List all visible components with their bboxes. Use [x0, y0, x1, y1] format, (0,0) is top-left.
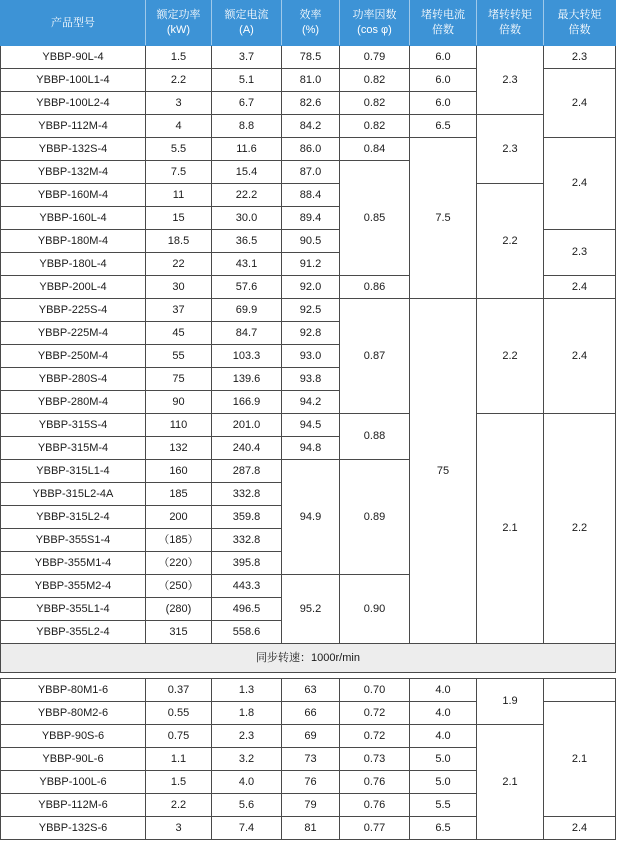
cell-power-factor: 0.88 — [340, 414, 410, 460]
header-model: 产品型号 — [1, 1, 146, 46]
cell-current: 166.9 — [212, 391, 282, 414]
header-current-text: 额定电流 (A) — [224, 9, 269, 36]
cell-power: （250） — [146, 575, 212, 598]
cell-efficiency: 82.6 — [282, 92, 340, 115]
cell-max-torque: 2.4 — [544, 138, 616, 230]
cell-lrc: 6.0 — [410, 46, 477, 69]
cell-power: 75 — [146, 368, 212, 391]
cell-lrt: 2.2 — [477, 299, 544, 414]
cell-current: 443.3 — [212, 575, 282, 598]
cell-model: YBBP-80M2-6 — [1, 702, 146, 725]
cell-model: YBBP-112M-4 — [1, 115, 146, 138]
cell-efficiency: 91.2 — [282, 253, 340, 276]
cell-model: YBBP-100L1-4 — [1, 69, 146, 92]
cell-current: 558.6 — [212, 621, 282, 644]
cell-power: 2.2 — [146, 794, 212, 817]
cell-power: 0.55 — [146, 702, 212, 725]
cell-lrc: 5.5 — [410, 794, 477, 817]
cell-current: 5.6 — [212, 794, 282, 817]
cell-power: 200 — [146, 506, 212, 529]
cell-efficiency: 78.5 — [282, 46, 340, 69]
cell-lrc: 6.5 — [410, 115, 477, 138]
cell-current: 30.0 — [212, 207, 282, 230]
cell-model: YBBP-355M2-4 — [1, 575, 146, 598]
header-lrc-text: 堵转电流 倍数 — [421, 9, 465, 36]
cell-current: 57.6 — [212, 276, 282, 299]
cell-max-torque: 2.4 — [544, 299, 616, 414]
cell-lrc: 7.5 — [410, 138, 477, 299]
cell-power-factor: 0.76 — [340, 771, 410, 794]
header-locked-rotor-current — [410, 1, 477, 46]
cell-efficiency: 92.8 — [282, 322, 340, 345]
cell-efficiency: 84.2 — [282, 115, 340, 138]
cell-power-factor: 0.79 — [340, 46, 410, 69]
cell-current: 139.6 — [212, 368, 282, 391]
cell-max-torque: 2.3 — [544, 230, 616, 276]
cell-current: 395.8 — [212, 552, 282, 575]
cell-model: YBBP-160M-4 — [1, 184, 146, 207]
cell-power: 11 — [146, 184, 212, 207]
cell-power: 2.2 — [146, 69, 212, 92]
cell-model: YBBP-315S-4 — [1, 414, 146, 437]
cell-max-torque: 2.4 — [544, 276, 616, 299]
cell-model: YBBP-315L1-4 — [1, 460, 146, 483]
cell-model: YBBP-100L-6 — [1, 771, 146, 794]
cell-model: YBBP-280S-4 — [1, 368, 146, 391]
cell-power: （185） — [146, 529, 212, 552]
cell-current: 2.3 — [212, 725, 282, 748]
cell-current: 332.8 — [212, 529, 282, 552]
cell-efficiency: 95.2 — [282, 575, 340, 644]
cell-lrc: 4.0 — [410, 679, 477, 702]
cell-current: 201.0 — [212, 414, 282, 437]
header-locked-rotor-torque — [477, 1, 544, 46]
header-efficiency-text: 效率 (%) — [299, 9, 322, 36]
cell-model: YBBP-90L-6 — [1, 748, 146, 771]
header-efficiency — [282, 1, 340, 46]
cell-lrt: 2.2 — [477, 184, 544, 299]
cell-model: YBBP-180L-4 — [1, 253, 146, 276]
cell-model: YBBP-225S-4 — [1, 299, 146, 322]
cell-model: YBBP-112M-6 — [1, 794, 146, 817]
cell-lrc: 4.0 — [410, 725, 477, 748]
cell-efficiency: 81.0 — [282, 69, 340, 92]
cell-power: 1.5 — [146, 771, 212, 794]
cell-current: 15.4 — [212, 161, 282, 184]
cell-model: YBBP-180M-4 — [1, 230, 146, 253]
table-row — [1, 679, 616, 702]
cell-power: 132 — [146, 437, 212, 460]
cell-efficiency: 94.2 — [282, 391, 340, 414]
cell-lrc: 5.0 — [410, 771, 477, 794]
cell-power: 110 — [146, 414, 212, 437]
cell-model: YBBP-250M-4 — [1, 345, 146, 368]
table-row — [1, 184, 616, 207]
header-power — [146, 1, 212, 46]
cell-power-factor: 0.86 — [340, 276, 410, 299]
cell-efficiency: 63 — [282, 679, 340, 702]
cell-lrt: 2.1 — [477, 414, 544, 644]
cell-power: 5.5 — [146, 138, 212, 161]
table-row — [1, 725, 616, 748]
cell-power-factor: 0.70 — [340, 679, 410, 702]
cell-power: 18.5 — [146, 230, 212, 253]
cell-efficiency: 69 — [282, 725, 340, 748]
cell-current: 3.2 — [212, 748, 282, 771]
cell-current: 1.3 — [212, 679, 282, 702]
cell-efficiency: 94.9 — [282, 460, 340, 575]
cell-efficiency: 86.0 — [282, 138, 340, 161]
cell-model: YBBP-132S-6 — [1, 817, 146, 840]
cell-power: 22 — [146, 253, 212, 276]
cell-efficiency: 87.0 — [282, 161, 340, 184]
cell-power: 30 — [146, 276, 212, 299]
cell-lrc: 4.0 — [410, 702, 477, 725]
header-mt-text: 最大转矩 倍数 — [557, 9, 602, 36]
table-row — [1, 115, 616, 138]
cell-power: 315 — [146, 621, 212, 644]
header-power-factor-text: 功率因数 (cos φ) — [352, 9, 397, 36]
header-lrt-text: 堵转转矩 倍数 — [488, 9, 532, 36]
cell-lrc: 6.0 — [410, 92, 477, 115]
cell-efficiency: 92.0 — [282, 276, 340, 299]
cell-power: 185 — [146, 483, 212, 506]
cell-power: 90 — [146, 391, 212, 414]
section-row — [1, 644, 616, 673]
table-row — [1, 46, 616, 69]
header-power-factor — [340, 1, 410, 46]
cell-model: YBBP-355M1-4 — [1, 552, 146, 575]
cell-lrt: 2.3 — [477, 46, 544, 115]
header-current — [212, 1, 282, 46]
cell-power: 1.1 — [146, 748, 212, 771]
cell-power: 55 — [146, 345, 212, 368]
cell-lrc: 6.0 — [410, 69, 477, 92]
cell-lrc: 6.5 — [410, 817, 477, 840]
cell-model: YBBP-132M-4 — [1, 161, 146, 184]
cell-efficiency: 92.5 — [282, 299, 340, 322]
cell-current: 5.1 — [212, 69, 282, 92]
cell-model: YBBP-200L-4 — [1, 276, 146, 299]
cell-power-factor: 0.82 — [340, 115, 410, 138]
cell-efficiency: 73 — [282, 748, 340, 771]
cell-power-factor: 0.82 — [340, 92, 410, 115]
cell-power: 0.75 — [146, 725, 212, 748]
cell-lrt: 1.9 — [477, 679, 544, 725]
cell-power-factor: 0.87 — [340, 299, 410, 414]
cell-efficiency: 93.0 — [282, 345, 340, 368]
cell-current: 22.2 — [212, 184, 282, 207]
cell-model: YBBP-315M-4 — [1, 437, 146, 460]
cell-current: 84.7 — [212, 322, 282, 345]
cell-max-torque: 2.4 — [544, 817, 616, 840]
cell-efficiency: 90.5 — [282, 230, 340, 253]
cell-power-factor: 0.72 — [340, 725, 410, 748]
cell-current: 240.4 — [212, 437, 282, 460]
cell-efficiency: 88.4 — [282, 184, 340, 207]
cell-power-factor: 0.72 — [340, 702, 410, 725]
cell-model: YBBP-80M1-6 — [1, 679, 146, 702]
cell-max-torque: 2.1 — [544, 702, 616, 817]
cell-current: 8.8 — [212, 115, 282, 138]
cell-current: 4.0 — [212, 771, 282, 794]
cell-efficiency: 93.8 — [282, 368, 340, 391]
cell-current: 496.5 — [212, 598, 282, 621]
cell-model: YBBP-100L2-4 — [1, 92, 146, 115]
cell-model: YBBP-280M-4 — [1, 391, 146, 414]
cell-power-factor: 0.82 — [340, 69, 410, 92]
cell-current: 11.6 — [212, 138, 282, 161]
cell-model: YBBP-315L2-4A — [1, 483, 146, 506]
cell-model: YBBP-355L1-4 — [1, 598, 146, 621]
cell-power-factor: 0.84 — [340, 138, 410, 161]
cell-model: YBBP-132S-4 — [1, 138, 146, 161]
cell-lrt: 2.1 — [477, 725, 544, 840]
cell-max-torque — [544, 679, 616, 702]
cell-lrt: 2.3 — [477, 115, 544, 184]
cell-power: 45 — [146, 322, 212, 345]
cell-current: 359.8 — [212, 506, 282, 529]
cell-power-factor: 0.89 — [340, 460, 410, 575]
section-label: 同步转速：1000r/min — [1, 644, 616, 673]
cell-max-torque: 2.4 — [544, 69, 616, 138]
header-row — [1, 1, 616, 46]
cell-efficiency: 94.5 — [282, 414, 340, 437]
header-power-text: 额定功率 (kW) — [156, 9, 201, 36]
cell-current: 332.8 — [212, 483, 282, 506]
cell-model: YBBP-225M-4 — [1, 322, 146, 345]
cell-model: YBBP-315L2-4 — [1, 506, 146, 529]
cell-power: 160 — [146, 460, 212, 483]
cell-efficiency: 81 — [282, 817, 340, 840]
cell-model: YBBP-90S-6 — [1, 725, 146, 748]
cell-power: （220） — [146, 552, 212, 575]
cell-max-torque: 2.3 — [544, 46, 616, 69]
table-row — [1, 299, 616, 322]
cell-power-factor: 0.90 — [340, 575, 410, 644]
cell-power-factor: 0.77 — [340, 817, 410, 840]
cell-power: 3 — [146, 92, 212, 115]
cell-current: 1.8 — [212, 702, 282, 725]
cell-power: 4 — [146, 115, 212, 138]
cell-current: 43.1 — [212, 253, 282, 276]
cell-current: 287.8 — [212, 460, 282, 483]
cell-efficiency: 79 — [282, 794, 340, 817]
cell-efficiency: 89.4 — [282, 207, 340, 230]
table-row — [1, 414, 616, 437]
cell-model: YBBP-90L-4 — [1, 46, 146, 69]
cell-power-factor: 0.73 — [340, 748, 410, 771]
cell-power: 37 — [146, 299, 212, 322]
cell-max-torque: 2.2 — [544, 414, 616, 644]
cell-power-factor: 0.76 — [340, 794, 410, 817]
cell-current: 36.5 — [212, 230, 282, 253]
cell-current: 6.7 — [212, 92, 282, 115]
cell-efficiency: 94.8 — [282, 437, 340, 460]
cell-current: 103.3 — [212, 345, 282, 368]
cell-current: 7.4 — [212, 817, 282, 840]
cell-efficiency: 66 — [282, 702, 340, 725]
cell-current: 69.9 — [212, 299, 282, 322]
cell-power: 15 — [146, 207, 212, 230]
cell-power: 0.37 — [146, 679, 212, 702]
cell-lrc: 75 — [410, 299, 477, 644]
cell-power: 1.5 — [146, 46, 212, 69]
cell-power: (280) — [146, 598, 212, 621]
cell-power: 7.5 — [146, 161, 212, 184]
cell-current: 3.7 — [212, 46, 282, 69]
cell-power-factor: 0.85 — [340, 161, 410, 276]
cell-power: 3 — [146, 817, 212, 840]
cell-lrc: 5.0 — [410, 748, 477, 771]
header-max-torque — [544, 1, 616, 46]
cell-model: YBBP-355L2-4 — [1, 621, 146, 644]
cell-efficiency: 76 — [282, 771, 340, 794]
cell-model: YBBP-160L-4 — [1, 207, 146, 230]
cell-model: YBBP-355S1-4 — [1, 529, 146, 552]
